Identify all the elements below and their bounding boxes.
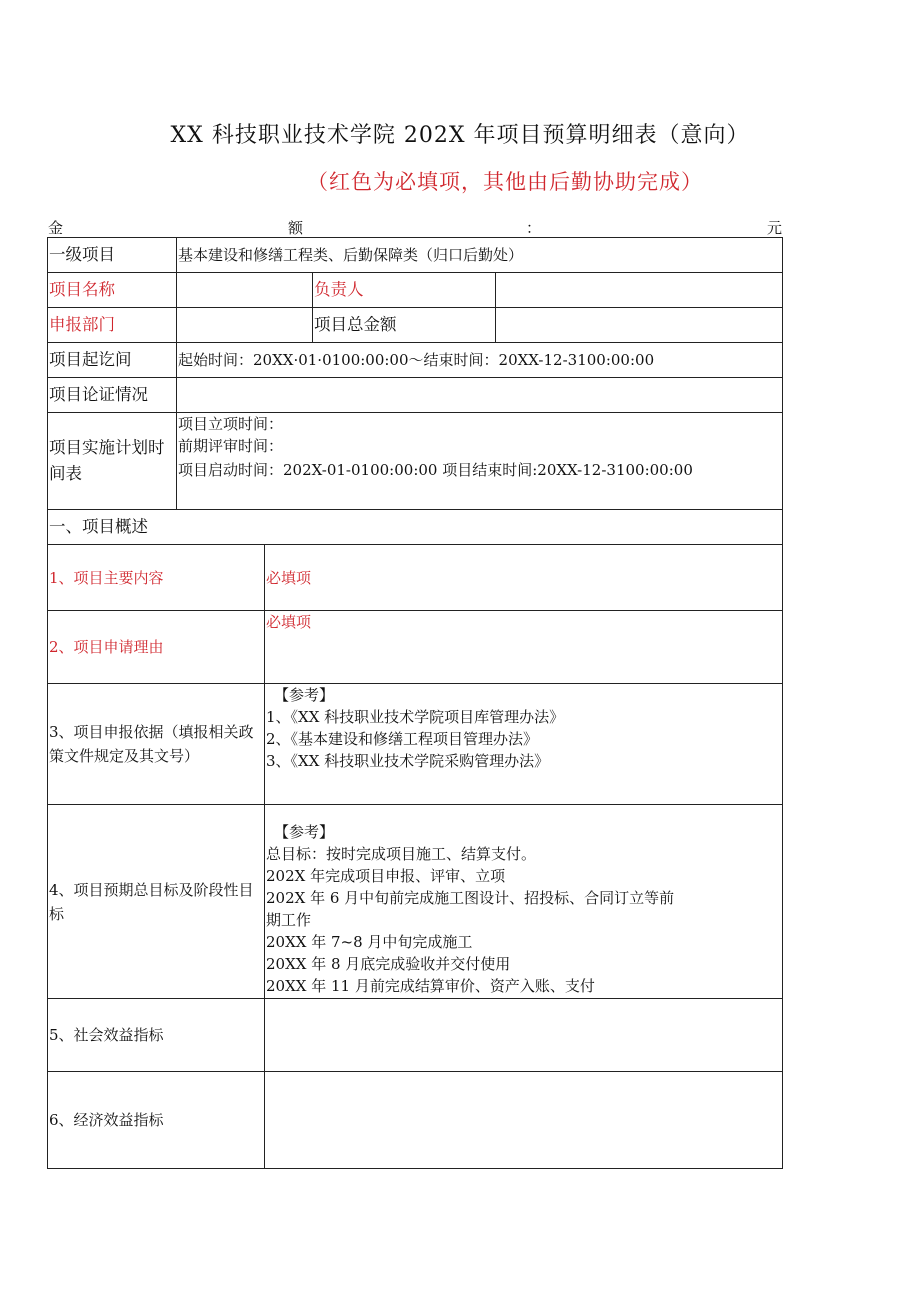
amount-label-2: 额 [288,219,304,237]
amount-colon: ： [526,219,542,237]
project-name-field[interactable] [177,273,313,308]
basis-cell [265,684,783,805]
dept-field[interactable] [177,308,313,343]
goal-label: 4、项目预期总目标及阶段性目标 [48,805,265,999]
reason-label: 2、项目申请理由 [48,611,265,684]
page-title: XX 科技职业技术学院 202X 年项目预算明细表（意向） [170,123,750,148]
schedule-label: 项目实施计划时间表 [48,413,177,510]
schedule-line: 前期评审时间： [178,437,284,455]
goal-line: 20XX 年 11 月前完成结算审价、资产入账、支付 [266,977,595,995]
economic-benefit-label: 6、经济效益指标 [48,1072,265,1169]
period-value: 起始时间：20XX·01·0100:00:00～结束时间：20XX-12-3100:00:00 [177,343,783,378]
goal-line: 202X 年 6 月中旬前完成施工图设计、招投标、合同订立等前 [266,889,675,907]
social-benefit-label: 5、社会效益指标 [48,999,265,1072]
basis-line: 3、《XX 科技职业技术学院采购管理办法》 [266,752,550,770]
total-amount-field[interactable] [496,308,783,343]
page-subtitle: （红色为必填项，其他由后勤协助完成） [307,170,703,194]
economic-benefit-field[interactable] [265,1072,783,1169]
dept-label: 申报部门 [48,308,177,343]
basis-line: 【参考】 [274,686,335,704]
budget-table [47,237,783,1169]
amount-label-1: 金 [48,219,64,237]
owner-label: 负责人 [313,273,496,308]
schedule-line: 项目启动时间：202X-01-0100:00:00 项目结束时间:20XX-12-3100:00:00 [178,461,693,479]
total-amount-label: 项目总金额 [313,308,496,343]
amount-unit: 元 [766,219,782,237]
social-benefit-field[interactable] [265,999,783,1072]
amount-row [48,217,782,237]
content-field[interactable]: 必填项 [265,545,783,611]
goal-cell [265,805,783,999]
owner-field[interactable] [496,273,783,308]
goal-line: 202X 年完成项目申报、评审、立项 [266,867,506,885]
goal-line: 【参考】 [274,823,335,841]
basis-label: 3、项目申报依据（填报相关政策文件规定及其文号） [48,684,265,805]
project-name-label: 项目名称 [48,273,177,308]
goal-line: 总目标：按时完成项目施工、结算支付。 [266,845,537,863]
section-title-overview: 一、项目概述 [48,510,783,545]
argument-label: 项目论证情况 [48,378,177,413]
basis-line: 2、《基本建设和修缮工程项目管理办法》 [266,730,539,748]
goal-line: 期工作 [266,911,312,929]
level1-value: 基本建设和修缮工程类、后勤保障类（归口后勤处） [177,238,783,273]
goal-line: 20XX 年 8 月底完成验收并交付使用 [266,955,511,973]
content-label: 1、项目主要内容 [48,545,265,611]
basis-line: 1、《XX 科技职业技术学院项目库管理办法》 [266,708,565,726]
level1-label: 一级项目 [48,238,177,273]
schedule-line: 项目立项时间： [178,415,284,433]
schedule-cell [177,413,783,510]
goal-line: 20XX 年 7~8 月中旬完成施工 [266,933,473,951]
period-label: 项目起讫间 [48,343,177,378]
reason-field[interactable]: 必填项 [265,611,783,684]
argument-field[interactable] [177,378,783,413]
